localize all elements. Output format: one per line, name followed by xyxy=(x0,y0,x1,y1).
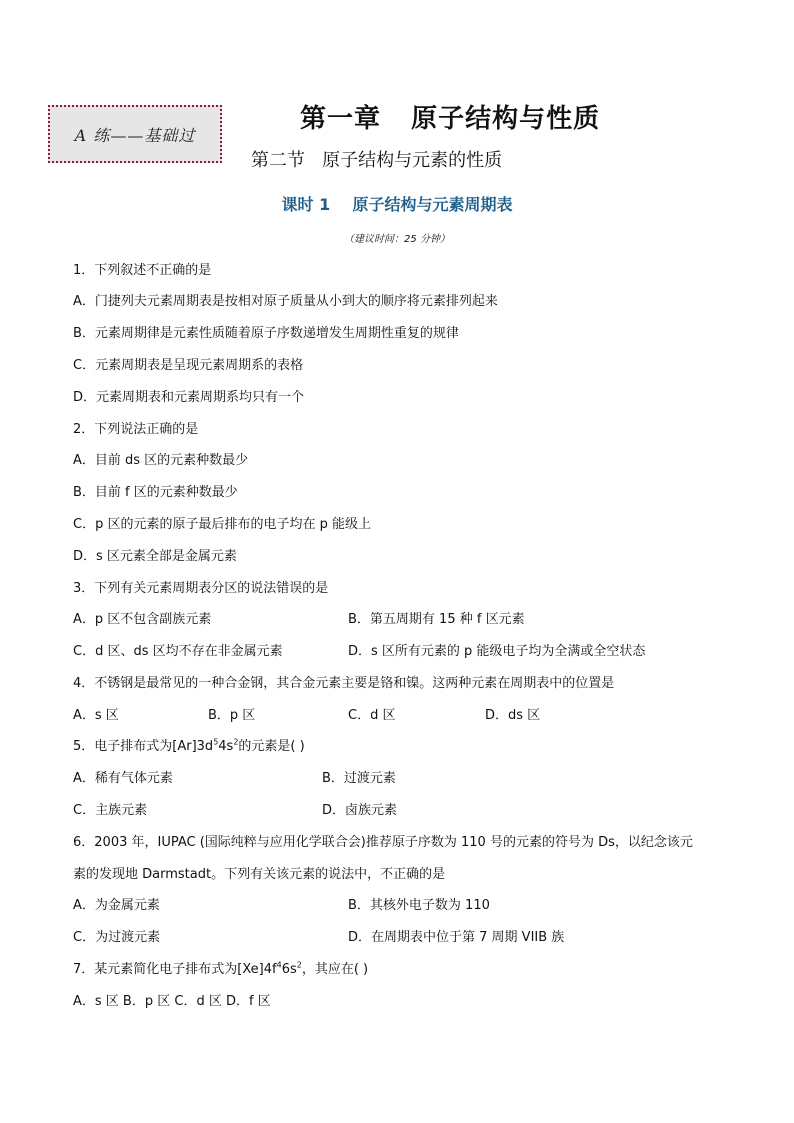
question-2-option-d: D．s 区元素全部是金属元素 xyxy=(73,549,237,564)
question-5-stem: 5．电子排布式为$[Ar]3d^54s^2$的元素是( ) xyxy=(73,737,305,754)
question-1-stem: 1．下列叙述不正确的是 xyxy=(73,263,212,278)
question-2-option-b: B．目前 f 区的元素种数最少 xyxy=(73,485,238,500)
question-3-stem: 3．下列有关元素周期表分区的说法错误的是 xyxy=(73,581,329,596)
question-2-option-a: A．目前 ds 区的元素种数最少 xyxy=(73,453,249,468)
question-6-option-b: B．其核外电子数为 110 xyxy=(348,898,490,913)
question-3-option-b: B．第五周期有 15 种 f 区元素 xyxy=(348,612,525,627)
question-2-stem: 2．下列说法正确的是 xyxy=(73,422,199,437)
question-1-option-c: C．元素周期表是呈现元素周期系的表格 xyxy=(73,358,304,373)
question-6-option-c: C．为过渡元素 xyxy=(73,930,161,945)
question-6-option-a: A．为金属元素 xyxy=(73,898,160,913)
section-title: 第二节 原子结构与元素的性质 xyxy=(251,150,503,171)
lesson-title: 课时 1 原子结构与元素周期表 xyxy=(281,195,513,214)
question-1-option-d: D．元素周期表和元素周期系均只有一个 xyxy=(73,390,305,405)
badge-label: A 练——基础过 xyxy=(74,125,196,145)
question-7-options: A．s 区 B．p 区 C．d 区 D．f 区 xyxy=(73,994,271,1009)
chapter-title: 第一章 原子结构与性质 xyxy=(300,104,601,134)
question-4-stem: 4．不锈钢是最常见的一种合金钢，其合金元素主要是铬和镍。这两种元素在周期表中的位置是 xyxy=(73,676,615,691)
question-5-option-b: B．过渡元素 xyxy=(322,771,396,786)
question-5-option-a: A．稀有气体元素 xyxy=(73,771,173,786)
question-1-option-a: A．门捷列夫元素周期表是按相对原子质量从小到大的顺序将元素排列起来 xyxy=(73,294,498,309)
question-4-option-b: B．p 区 xyxy=(208,708,256,723)
question-7-stem: 7．某元素简化电子排布式为$[Xe]4f^46s^2$，其应在( ) xyxy=(73,960,369,977)
question-6-stem-line-2: 素的发现地 Darmstadt。下列有关该元素的说法中，不正确的是 xyxy=(73,867,446,882)
question-6-option-d: D．在周期表中位于第 7 周期 VIIB 族 xyxy=(348,930,565,945)
question-4-option-c: C．d 区 xyxy=(348,708,396,723)
question-2-option-c: C．p 区的元素的原子最后排布的电子均在 p 能级上 xyxy=(73,517,371,532)
question-5-option-d: D．卤族元素 xyxy=(322,803,398,818)
question-6-stem-line-1: 6．2003 年，IUPAC (国际纯粹与应用化学联合会)推荐原子序数为 110 号的元素的符号为 Ds，以纪念该元 xyxy=(73,835,693,850)
question-1-option-b: B．元素周期律是元素性质随着原子序数递增发生周期性重复的规律 xyxy=(73,326,459,341)
question-3-option-a: A．p 区不包含副族元素 xyxy=(73,612,212,627)
question-4-option-a: A．s 区 xyxy=(73,708,119,723)
question-3-option-c: C．d 区、ds 区均不存在非金属元素 xyxy=(73,644,283,659)
question-4-option-d: D．ds 区 xyxy=(485,708,541,723)
suggested-time: （建议时间：25 分钟） xyxy=(344,234,450,245)
question-3-option-d: D．s 区所有元素的 p 能级电子均为全满或全空状态 xyxy=(348,644,646,659)
practice-level-badge xyxy=(48,105,222,163)
question-5-option-c: C．主族元素 xyxy=(73,803,148,818)
